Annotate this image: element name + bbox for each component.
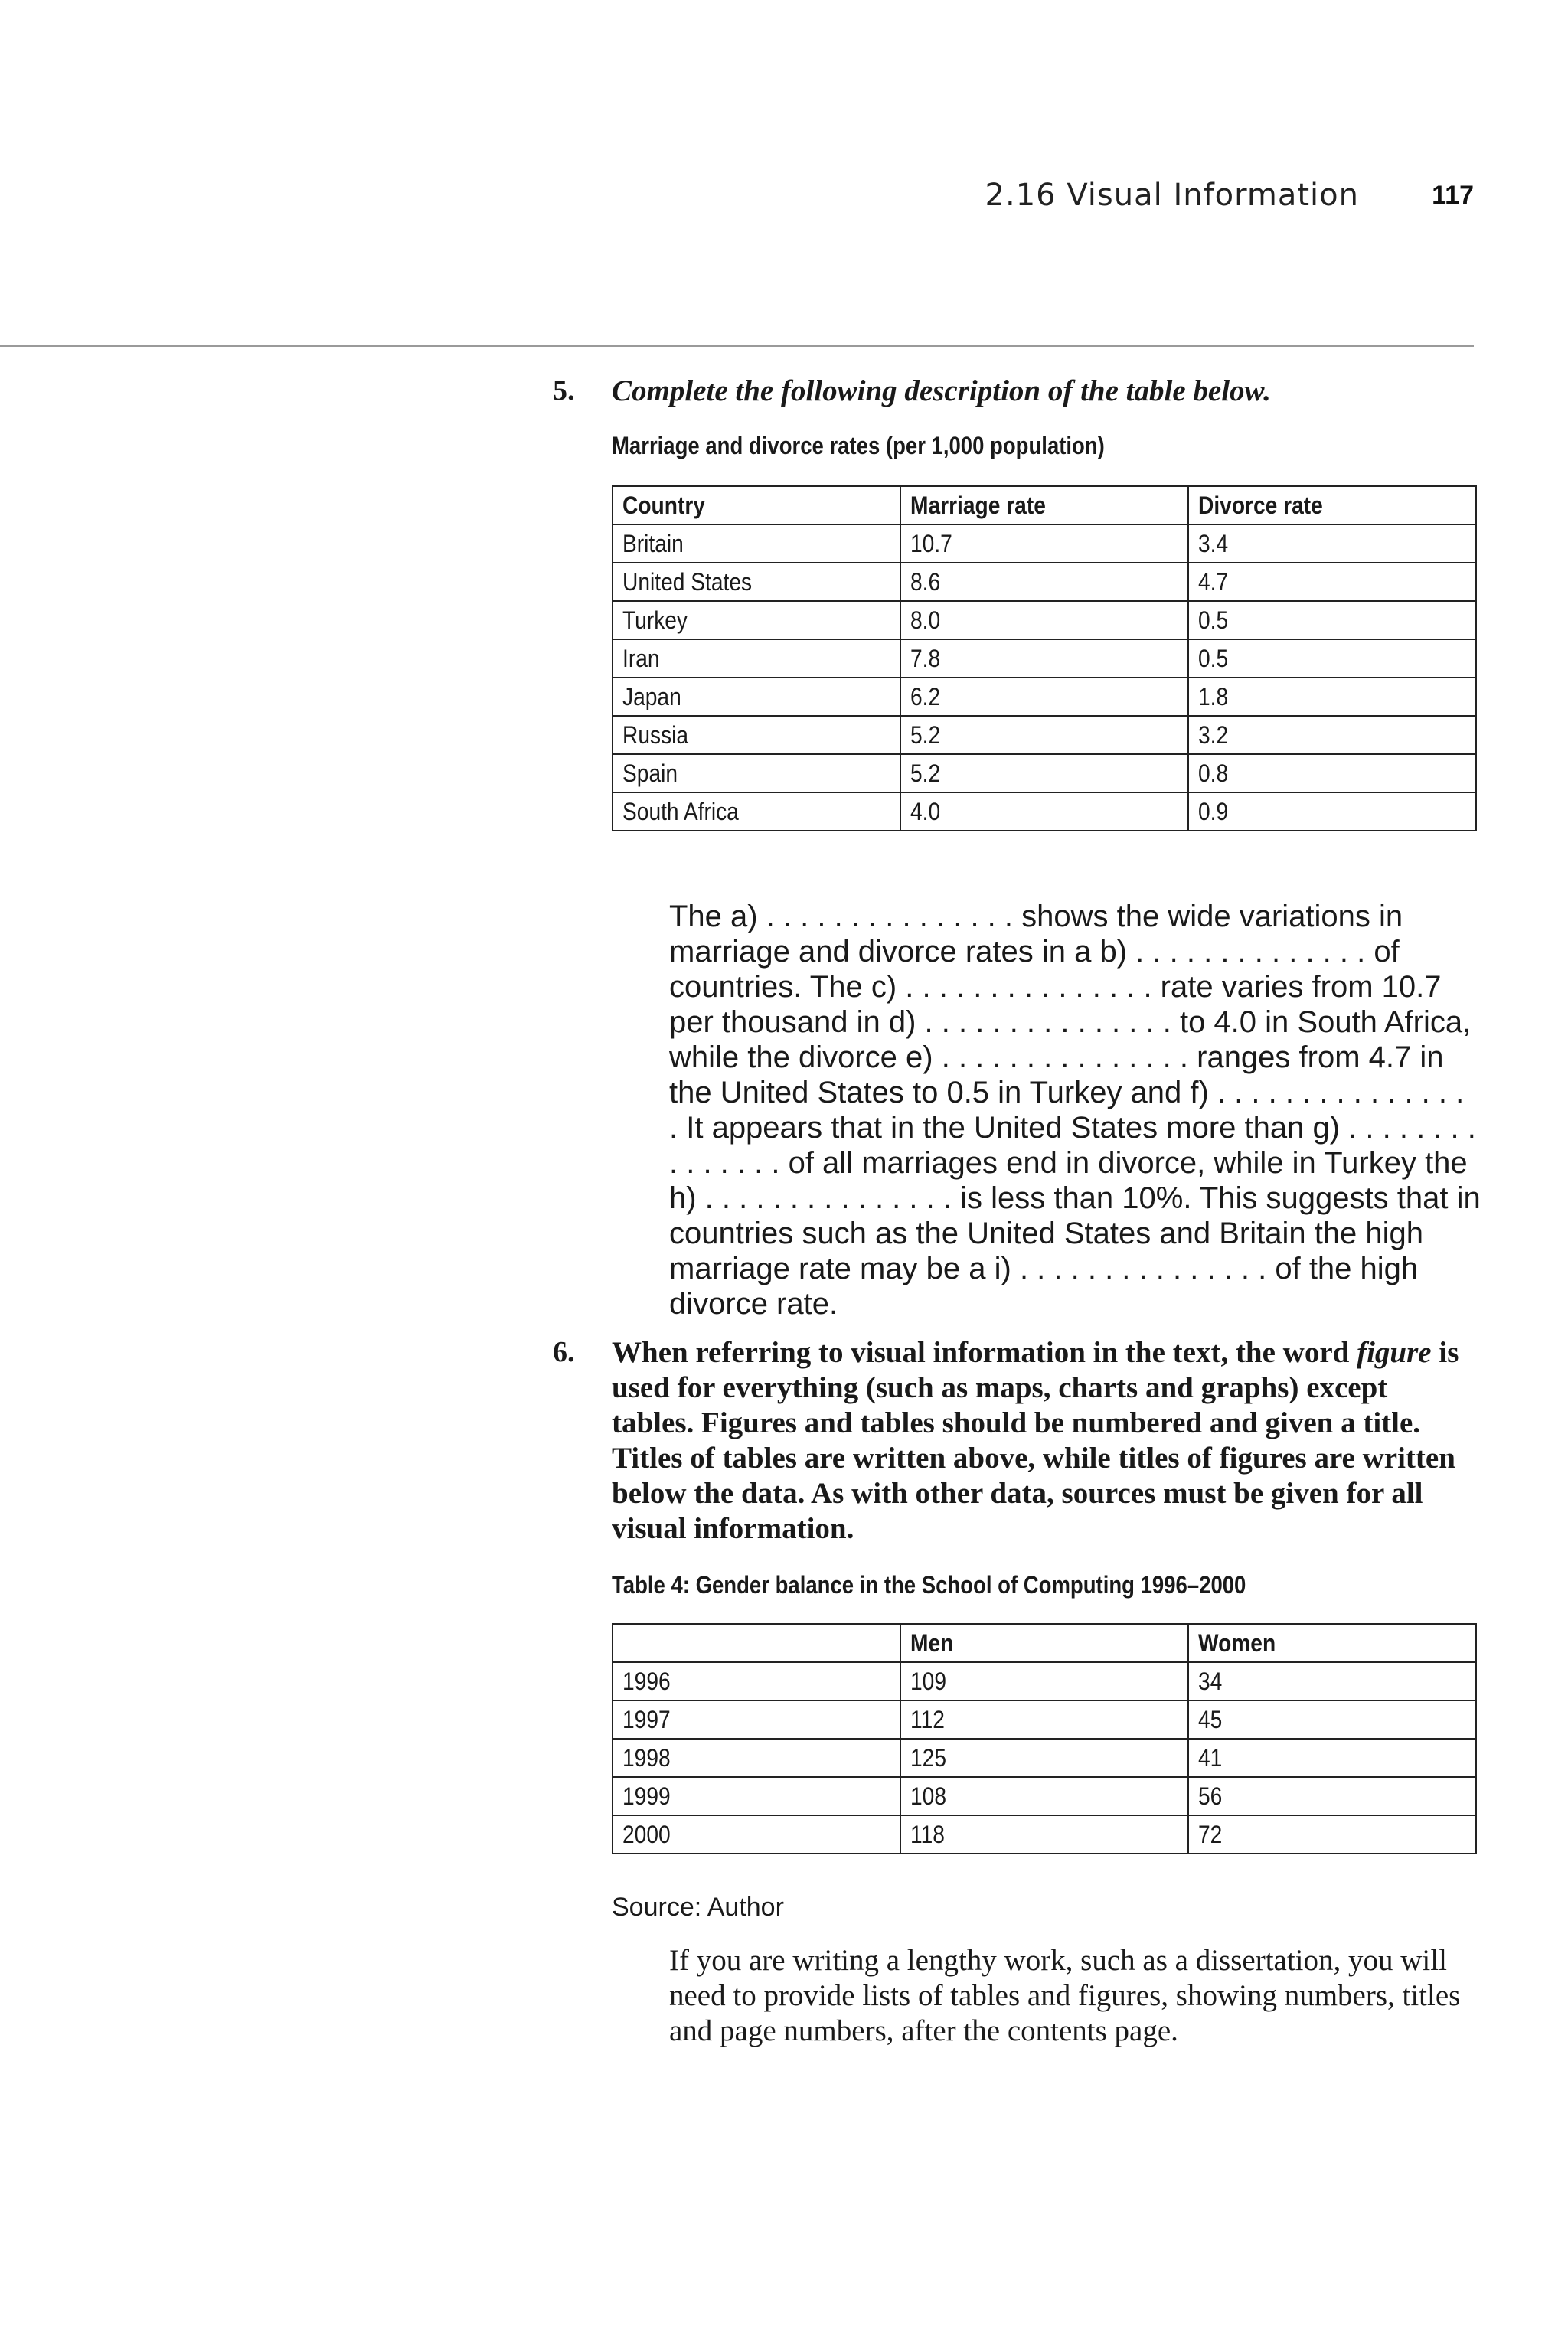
- table-cell: 0.9: [1188, 792, 1476, 831]
- table-cell: 112: [900, 1700, 1188, 1739]
- table-cell: 125: [900, 1739, 1188, 1777]
- table-row: [612, 1739, 1476, 1777]
- table-row: [612, 563, 1476, 601]
- table-row: [612, 1700, 1476, 1739]
- table-cell: 34: [1188, 1662, 1476, 1700]
- table-cell: 1998: [612, 1739, 900, 1777]
- table-cell: 0.5: [1188, 601, 1476, 639]
- table-cell: 45: [1188, 1700, 1476, 1739]
- table-cell: 6.2: [900, 678, 1188, 716]
- table-cell: 118: [900, 1815, 1188, 1854]
- column-header: Divorce rate: [1188, 486, 1476, 524]
- table-cell: Turkey: [612, 601, 900, 639]
- column-header: Women: [1188, 1624, 1476, 1662]
- table-cell: 109: [900, 1662, 1188, 1700]
- table-row: [612, 1815, 1476, 1854]
- running-title: 2.16 Visual Information: [985, 178, 1359, 213]
- table-source: Source: Author: [612, 1893, 784, 1922]
- table-cell: 8.6: [900, 563, 1188, 601]
- table-row: [612, 639, 1476, 678]
- exercise-6-number: 6.: [553, 1336, 575, 1368]
- header-rule: [0, 345, 1474, 347]
- table-header-row: [612, 486, 1476, 524]
- table-cell: Britain: [612, 524, 900, 563]
- column-header: [612, 1624, 900, 1662]
- table-row: [612, 1662, 1476, 1700]
- table-cell: 56: [1188, 1777, 1476, 1815]
- table-cell: Japan: [612, 678, 900, 716]
- table-cell: 3.4: [1188, 524, 1476, 563]
- gender-table-title: Table 4: Gender balance in the School of Computing 1996–2000: [612, 1571, 1246, 1599]
- table-cell: 41: [1188, 1739, 1476, 1777]
- table-cell: 5.2: [900, 716, 1188, 754]
- closing-paragraph: If you are writing a lengthy work, such as a dissertation, you will need to provide lists of tables and figures, showing numbers, titles and page numbers, after the contents page.: [669, 1944, 1461, 2047]
- table-cell: 108: [900, 1777, 1188, 1815]
- table-cell: 3.2: [1188, 716, 1476, 754]
- table-header-row: [612, 1624, 1476, 1662]
- marriage-table-title: Marriage and divorce rates (per 1,000 population): [612, 432, 1105, 459]
- emphasis-figure: figure: [1357, 1336, 1432, 1369]
- exercise-5-instruction: Complete the following description of the table below.: [612, 374, 1271, 407]
- table-row: [612, 678, 1476, 716]
- table-cell: Spain: [612, 754, 900, 792]
- column-header: Country: [612, 486, 900, 524]
- table-cell: South Africa: [612, 792, 900, 831]
- table-row: [612, 601, 1476, 639]
- table-cell: 4.7: [1188, 563, 1476, 601]
- table-cell: 72: [1188, 1815, 1476, 1854]
- table-row: [612, 1777, 1476, 1815]
- table-cell: 5.2: [900, 754, 1188, 792]
- table-row: [612, 716, 1476, 754]
- table-cell: 7.8: [900, 639, 1188, 678]
- exercise-5-number: 5.: [553, 374, 575, 407]
- table-cell: 1996: [612, 1662, 900, 1700]
- table-cell: 1997: [612, 1700, 900, 1739]
- table-cell: 0.5: [1188, 639, 1476, 678]
- table-cell: 2000: [612, 1815, 900, 1854]
- table-row: [612, 792, 1476, 831]
- column-header: Marriage rate: [900, 486, 1188, 524]
- table-cell: 4.0: [900, 792, 1188, 831]
- table-cell: 1.8: [1188, 678, 1476, 716]
- gender-balance-table: [612, 1623, 1477, 1854]
- column-header: Men: [900, 1624, 1188, 1662]
- table-cell: 8.0: [900, 601, 1188, 639]
- page-header: [0, 178, 1474, 233]
- gap-fill-paragraph: The a) . . . . . . . . . . . . . . . shows the wide variations in marriage and divorce rates in a b) . . . . . . . . . . . . . . of countries. The c) . . . . . . . . . . . . . . . rate varies from 10.7 per thousand in d) . . . . . . . . . . . . . . . to 4.0 in South Africa, while the divorce e) . . . . . . . . . . . . . . . ranges from 4.7 in the United States to 0.5 in Turkey and f) . . . . . . . . . . . . . . . . It appears that in the United States more than g) . . . . . . . . . . . . . . . of all marriages end in divorce, while in Turkey the h) . . . . . . . . . . . . . . . is less than 10%. This suggests that in countries such as the United States and Britain the high marriage rate may be a i) . . . . . . . . . . . . . . . of the high divorce rate.: [669, 900, 1481, 1321]
- table-cell: 1999: [612, 1777, 900, 1815]
- table-cell: 10.7: [900, 524, 1188, 563]
- exercise-6-paragraph: When referring to visual information in the text, the word figure is used for everything (such as maps, charts and graphs) except tables. Figures and tables should be numbered and given a title. Titles of tables are written above, while titles of figures are written below the data. As with other data, sources must be given for all visual information.: [612, 1336, 1459, 1545]
- table-cell: Russia: [612, 716, 900, 754]
- table-cell: 0.8: [1188, 754, 1476, 792]
- marriage-divorce-table: [612, 485, 1477, 831]
- table-row: [612, 524, 1476, 563]
- table-cell: United States: [612, 563, 900, 601]
- table-row: [612, 754, 1476, 792]
- page-number: 117: [1432, 181, 1474, 210]
- table-cell: Iran: [612, 639, 900, 678]
